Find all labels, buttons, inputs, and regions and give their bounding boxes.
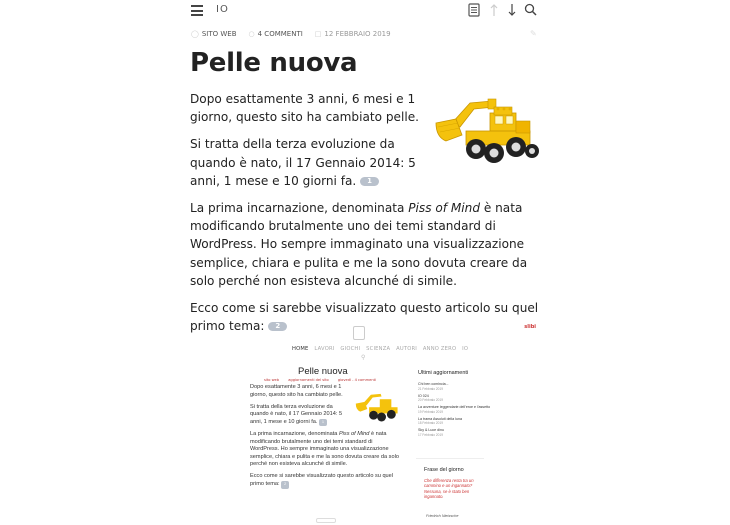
calendar-icon: □	[314, 30, 322, 38]
meta-author[interactable]	[191, 30, 237, 38]
embed-quote-title: Frase del giorno	[424, 467, 464, 473]
paragraph-2-text: Si tratta della terza evoluzione da quando è nato, il 17 Gennaio 2014: 5 anni, 1 mese e 10 giorni fa.	[190, 137, 416, 188]
embed-update-title: IO 024	[418, 393, 429, 398]
embed-paragraph-text: La prima incarnazione, denominata	[250, 430, 339, 437]
embed-post-title: Pelle nuova	[298, 366, 348, 377]
arrow-up-icon[interactable]	[489, 3, 503, 17]
top-bar	[0, 0, 730, 24]
reader-icon[interactable]	[468, 3, 482, 17]
site-title[interactable]: IO	[216, 4, 229, 15]
embed-nav-item: AUTORI	[396, 346, 418, 352]
embed-paragraph-text: è nata modificando brutalmente uno dei temi standard di WordPress. Ho sempre immaginato una visualizzazione semplice, chiara e pulita e me la sono dovuta creare da solo perché non esisteva alcunché di simile.	[250, 430, 399, 468]
embed-post-content	[250, 384, 402, 493]
embed-update-title: Sky & Luce dinu	[418, 428, 444, 432]
embed-nav	[292, 346, 472, 352]
embed-update-date: 19 Febbraio 2019	[418, 409, 443, 414]
arrow-down-icon[interactable]	[507, 3, 521, 17]
embed-update-item	[418, 428, 508, 437]
edit-icon[interactable]: ✎	[530, 29, 537, 38]
paragraph-2	[190, 135, 420, 190]
paragraph-1: Dopo esattamente 3 anni, 6 mesi e 1 giorno, questo sito ha cambiato pelle.	[190, 92, 419, 125]
embed-bottom-icon	[316, 518, 336, 523]
embed-nav-item: IO	[462, 346, 469, 352]
meta-comments-label: 4 COMMENTI	[257, 30, 303, 38]
embed-divider	[416, 458, 484, 459]
embed-quote-author: Friedrich Nietzsche	[426, 514, 459, 518]
comment-icon: ○	[248, 30, 255, 38]
theme-name: Piss of Mind	[408, 201, 481, 216]
meta-date	[315, 30, 391, 38]
embed-update-title: Chi ben comincia...	[418, 382, 449, 386]
embed-nav-item: ANNO ZERO	[422, 346, 457, 352]
embed-theme-name: Piss of Mind	[338, 430, 370, 437]
embed-meta-item: sito web	[264, 378, 280, 382]
embed-paragraph: Dopo esattamente 3 anni, 6 mesi e 1 giorno, questo sito ha cambiato pelle.	[250, 384, 343, 398]
old-theme-screenshot	[246, 318, 544, 525]
search-icon[interactable]	[524, 3, 538, 17]
paragraph-3-text-b: è nata modificando brutalmente uno dei temi standard di WordPress. Ho sempre immaginato una visualizzazione semplice, chiara e pulita e me la sono dovuta creare da solo perché non esisteva alcunché di simile.	[190, 201, 528, 288]
embed-nav-item: SCIENZA	[366, 346, 391, 352]
embed-update-date: 18 Febbraio 2019	[418, 421, 443, 425]
embed-paragraph-text: Ecco come si sarebbe visualizzato questo articolo su quel primo tema:	[250, 473, 394, 488]
embed-paragraph	[250, 431, 402, 469]
embed-logo-icon	[353, 326, 365, 340]
embed-paragraph-text: Si tratta della terza evoluzione da quando è nato, il 17 Gennaio 2014: 5 anni, 1 mese e 10 giorni fa.	[250, 403, 343, 425]
embed-search-icon: ⚲	[361, 354, 366, 361]
embed-paragraph	[250, 404, 352, 427]
embed-corner-label: slibi	[524, 324, 536, 330]
embed-update-date: 21 Febbraio 2019	[418, 386, 443, 391]
post-content	[190, 90, 540, 344]
embed-update-item	[418, 405, 508, 414]
embed-post-meta	[264, 378, 384, 382]
meta-date-label: 12 FEBBRAIO 2019	[324, 30, 391, 38]
post-meta	[191, 30, 403, 38]
embed-nav-item: GIOCHI	[340, 346, 361, 352]
embed-nav-item: HOME	[292, 346, 309, 352]
embed-update-item	[418, 394, 508, 403]
embed-quote-text: Che differenza resta tra un cammino e un ingannato? Nessuna, se è stato ben ingannato.	[424, 478, 474, 500]
embed-update-item	[418, 382, 508, 391]
author-icon: ◯	[191, 30, 199, 38]
embed-update-item	[418, 417, 508, 426]
footnote-2-badge[interactable]: 2	[268, 322, 287, 331]
embed-footnote-badge: 1	[319, 419, 327, 427]
embed-update-title: La avventure leggendarie dell'eroe e l'assetto	[418, 405, 491, 409]
paragraph-3-text-a: La prima incarnazione, denominata	[190, 201, 409, 216]
paragraph-3	[190, 199, 540, 290]
embed-nav-item: LAVORI	[314, 346, 335, 352]
embed-sidebar	[418, 370, 508, 440]
embed-footnote-badge: 2	[281, 481, 289, 489]
embed-update-date: 17 Febbraio 2019	[418, 432, 443, 437]
meta-comments[interactable]	[249, 30, 303, 38]
embed-update-date: 20 Febbraio 2019	[418, 398, 443, 402]
embed-sidebar-title: Ultimi aggiornamenti	[418, 370, 469, 376]
embed-meta-item: giovedì - 4 commenti	[337, 378, 377, 382]
meta-author-label: SITO WEB	[201, 30, 237, 38]
footnote-1-badge[interactable]: 1	[360, 177, 379, 186]
embed-update-title: La trama Assoluti della luna	[418, 416, 462, 421]
menu-icon[interactable]	[191, 5, 203, 16]
post-title: Pelle nuova	[190, 48, 358, 78]
embed-paragraph	[250, 473, 402, 488]
paragraph-4-text: Ecco come si sarebbe visualizzato questo articolo su quel primo tema:	[190, 301, 539, 334]
embed-meta-item: aggiornamenti del sito	[288, 378, 329, 382]
